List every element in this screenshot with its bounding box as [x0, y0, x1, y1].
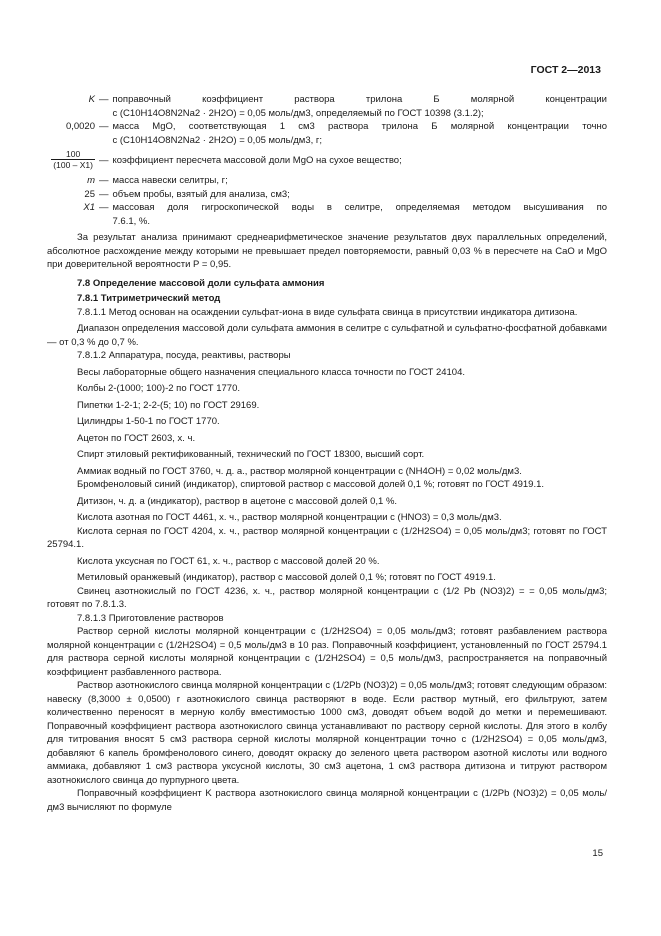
- section-heading-7-8-1: 7.8.1 Титриметрический метод: [77, 293, 221, 304]
- reagent-item: Цилиндры 1-50-1 по ГОСТ 1770.: [77, 416, 220, 427]
- definition-line: масса MgO, соответствующая 1 см3 раствора трилона Б молярной концентрации точно: [112, 121, 607, 132]
- standard-header: ГОСТ 2—2013: [530, 64, 601, 76]
- definition-line: c (C10H14O8N2Na2 · 2H2O) = 0,05 моль/дм3, определяемый по ГОСТ 10398 (3.1.2);: [112, 107, 484, 119]
- reagent-item: Кислота азотная по ГОСТ 4461, х. ч., раствор молярной концентрации c (HNO3) = 0,3 моль/дм3.: [77, 512, 502, 523]
- fraction: [51, 149, 95, 170]
- fraction-denominator: (100 – X1): [53, 160, 93, 170]
- definition-symbol: 25: [84, 188, 95, 200]
- definition-symbol: 0,0020: [65, 121, 95, 132]
- definition-symbol: X1: [83, 202, 95, 213]
- reagent-item: Весы лабораторные общего назначения специального класса точности по ГОСТ 24104.: [77, 366, 466, 378]
- reagent-item: Дитизон, ч. д. а (индикатор), раствор в ацетоне с массовой долей 0,1 %.: [77, 495, 398, 507]
- definition-line: поправочный коэффициент раствора трилона Б молярной концентрации: [112, 94, 607, 105]
- paragraph-correction-factor: Поправочный коэффициент K раствора азотнокислого свинца молярной концентрации c (1/2Pb (NO3)2) = 0,05 моль/дм3 вычисляют по формуле: [47, 788, 607, 813]
- definition-symbol: m: [87, 175, 95, 186]
- paragraph-7-8-1-3: 7.8.1.3 Приготовление растворов: [77, 612, 224, 624]
- reagent-item: Бромфеноловый синий (индикатор), спиртовой раствор с массовой долей 0,1 %; готовят по ГОСТ 4919.1.: [77, 479, 545, 490]
- page-content: [47, 93, 607, 814]
- definition-line: коэффициент пересчета массовой доли MgO на сухое вещество;: [112, 155, 402, 166]
- definition-line: масса навески селитры, г;: [112, 175, 228, 186]
- definition-line: массовая доля гигроскопической воды в селитре, определяемая методом высушивания по: [112, 202, 607, 213]
- paragraph-lead-nitrate-solution: Раствор азотнокислого свинца молярной концентрации c (1/2Pb (NO3)2) = 0,05 моль/дм3; готовят следующим образом: навеску (8,3000 ± 0,0500) г азотнокислого свинца растворяют в воде. Если раствор мутный, его фильтруют, затем количественно переносят в мерную колбу вместимостью 1000 см3, доводят объем водой до метки и перемешивают. Поправочный коэффициент раствора азотнокислого свинца устанавливают по раствору серной кислоты. Для этого в колбу для титрования вносят 5 см3 раствора серной кислоты молярной концентрации точно c (1/2H2SO4) = 0,05 моль/дм3, добавляют 6 капель бромфенолового синего, доводят окраску до зеленого цвета раствором азотной кислоты или водного аммиака, добавляют 1 см3 раствора уксусной кислоты, 30 см3 ацетона, 1 см3 раствора дитизона и титруют раствором азотнокислого свинца до пурпурного цвета.: [47, 680, 607, 786]
- definition-line: объем пробы, взятый для анализа, см3;: [112, 188, 290, 200]
- reagent-item: Ацетон по ГОСТ 2603, х. ч.: [77, 432, 196, 444]
- reagent-item: Колбы 2-(1000; 100)-2 по ГОСТ 1770.: [77, 383, 241, 394]
- fraction-numerator: 100: [51, 149, 95, 160]
- definition-mgo: 0,0020 — масса MgO, соответствующая 1 см3 раствора трилона Б молярной концентрации точно c (C10H14O8N2Na2 · 2H2O) = 0,05 моль/дм3, г;: [47, 120, 607, 147]
- definition-k: K — поправочный коэффициент раствора трилона Б молярной концентрации c (C10H14O8N2Na2 · 2H2O) = 0,05 моль/дм3, определяемый по ГОСТ 10398 (3.1.2);: [47, 93, 607, 120]
- definition-m: m — масса навески селитры, г;: [47, 174, 607, 188]
- reagent-item: Кислота уксусная по ГОСТ 61, х. ч., раствор с массовой долей 20 %.: [77, 555, 380, 567]
- definition-line: c (C10H14O8N2Na2 · 2H2O) = 0,05 моль/дм3, г;: [112, 134, 323, 146]
- reagent-item: Кислота серная по ГОСТ 4204, х. ч., раствор молярной концентрации c (1/2H2SO4) = 0,05 моль/дм3; готовят по ГОСТ 25794.1.: [47, 525, 607, 550]
- page-number: 15: [592, 848, 603, 859]
- paragraph-sulfuric-solution: Раствор серной кислоты молярной концентрации c (1/2H2SO4) = 0,05 моль/дм3; готовят разбавлением раствора молярной концентрации c (1/2H2SO4) = 0,5 моль/дм3 в 10 раз. Поправочный коэффициент, установленный по ГОСТ 25794.1 для раствора серной кислоты молярной концентрации c (1/2H2SO4) = 0,5 моль/дм3, распространяется на поправочный коэффициент разбавленного раствора.: [47, 626, 607, 678]
- paragraph-7-8-1-1: 7.8.1.1 Метод основан на осаждении сульфат-иона в виде сульфата свинца в присутствии индикатора дитизона.: [77, 306, 578, 318]
- reagent-item: Аммиак водный по ГОСТ 3760, ч. д. а., раствор молярной концентрации c (NH4OH) = 0,02 моль/дм3.: [77, 465, 522, 477]
- paragraph-result: За результат анализа принимают среднеарифметическое значение результатов двух параллельных определений, абсолютное расхождение между которыми не превышает предел повторяемости, равный 0,03 % в пересчете на CaO и MgO при доверительной вероятности P = 0,95.: [47, 232, 607, 270]
- reagent-item: Свинец азотнокислый по ГОСТ 4236, х. ч., раствор молярной концентрации c (1/2 Pb (NO3)2) = = 0,05 моль/дм3; готовят по 7.8.1.3.: [47, 585, 607, 610]
- definition-fraction: $\frac{100}{(100 - X1)}$ — коэффициент пересчета массовой доли MgO на сухое вещество;: [47, 149, 607, 170]
- reagent-item: Спирт этиловый ректификованный, технический по ГОСТ 18300, высший сорт.: [77, 449, 425, 460]
- definition-line: 7.6.1, %.: [112, 215, 150, 227]
- definition-25: 25 — объем пробы, взятый для анализа, см3;: [47, 188, 607, 202]
- paragraph-range: Диапазон определения массовой доли сульфата аммония в селитре с сульфатной и сульфатно-фосфатной добавками — от 0,3 % до 0,7 %.: [47, 323, 607, 348]
- definition-x1: X1 — массовая доля гигроскопической воды в селитре, определяемая методом высушивания по 7.6.1, %.: [47, 201, 607, 228]
- reagent-item: Метиловый оранжевый (индикатор), раствор с массовой долей 0,1 %; готовят по ГОСТ 4919.1.: [77, 572, 496, 583]
- section-heading-7-8: 7.8 Определение массовой доли сульфата аммония: [77, 277, 325, 289]
- reagent-item: Пипетки 1-2-1; 2-2-(5; 10) по ГОСТ 29169.: [77, 399, 260, 411]
- definition-symbol: K: [88, 94, 95, 105]
- paragraph-7-8-1-2: 7.8.1.2 Аппаратура, посуда, реактивы, растворы: [77, 350, 291, 361]
